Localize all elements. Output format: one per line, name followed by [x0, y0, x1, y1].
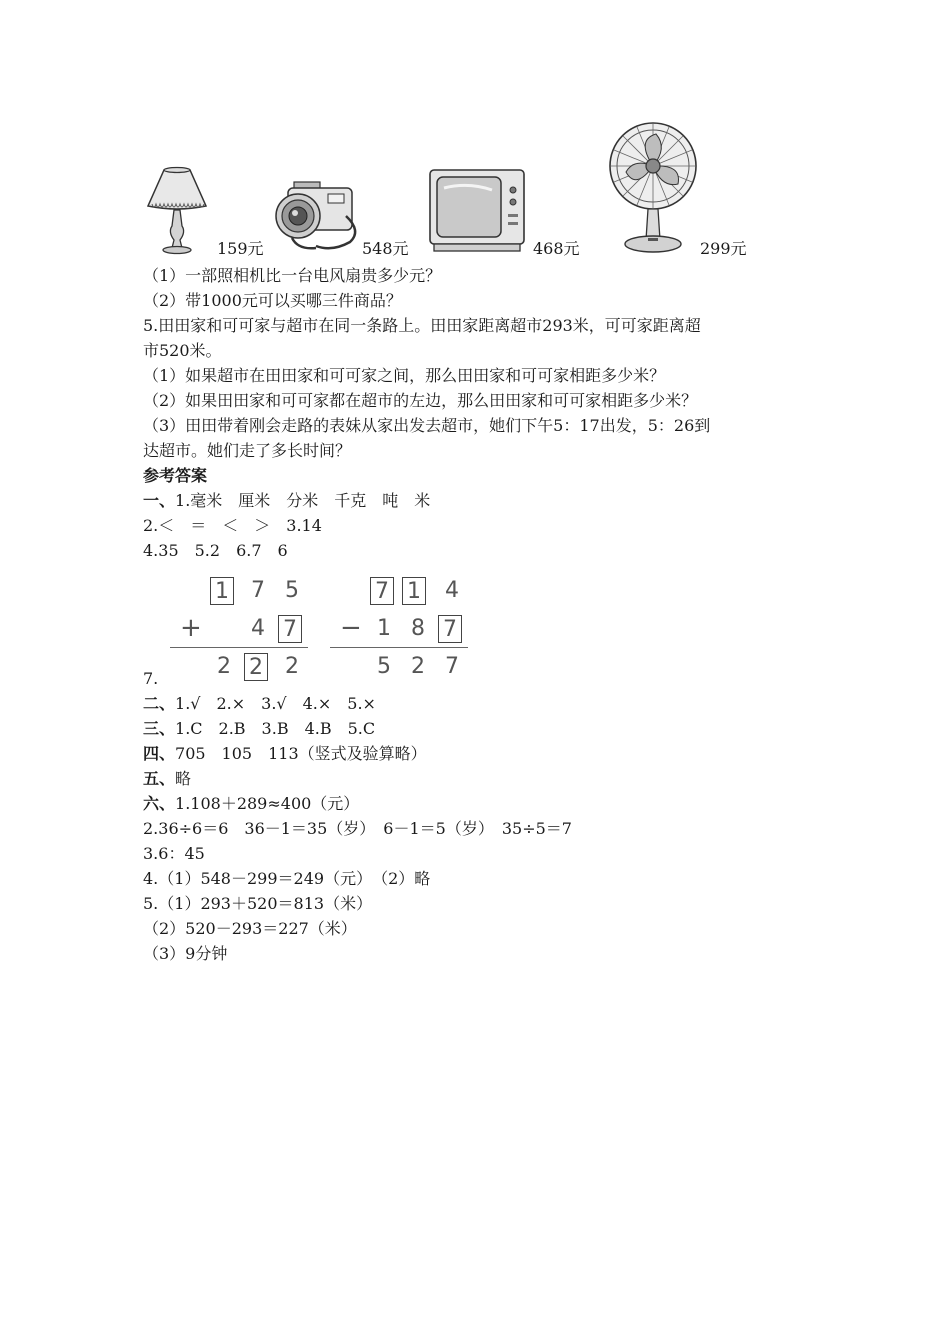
tv-icon: [428, 168, 526, 254]
addition-result-digit: 2: [217, 654, 231, 679]
part3-prefix: 三、: [143, 719, 176, 738]
q5-sub2: （2）如果田田家和可可家都在超市的左边，那么田田家和可可家相距多少米？: [143, 391, 698, 410]
q5-sub1: （1）如果超市在田田家和可可家之间，那么田田家和可可家相距多少米？: [143, 366, 666, 385]
part1-rest: 1.毫米 厘米 分米 千克 吨 米: [175, 491, 431, 510]
addition-top-digit: 1: [210, 577, 234, 605]
camera-icon: [272, 176, 364, 256]
answers-q7-label: 7.: [143, 669, 159, 688]
part5-prefix: 五、: [143, 769, 176, 788]
subtraction-top-digit: 7: [370, 577, 394, 605]
answers-part6-line3: 3.6：45: [143, 844, 205, 863]
q4-sub1: （1）一部照相机比一台电风扇贵多少元？: [143, 266, 442, 285]
subtraction-result-digit: 5: [377, 654, 391, 679]
part6-prefix: 六、: [143, 794, 176, 813]
part4-prefix: 四、: [143, 744, 176, 763]
subtraction-result-digit: 2: [411, 654, 425, 679]
answers-part4: [143, 741, 823, 766]
addition-result-digit: 2: [285, 654, 299, 679]
answers-part6-line2: 2.36÷6＝6 36－1＝35（岁） 6－1＝5（岁） 35÷5＝7: [143, 819, 572, 838]
fan-icon: [606, 120, 700, 256]
q4-sub2: （2）带1000元可以买哪三件商品？: [143, 291, 402, 310]
answers-part3: [143, 716, 823, 741]
tv-price: 468元: [533, 239, 580, 258]
answers-part6-line6: （2）520－293＝227（米）: [143, 919, 357, 938]
answers-part6-line4: 4.（1）548－299＝249（元） （2）略: [143, 869, 431, 888]
addition-middle-digit: 4: [251, 616, 265, 641]
subtraction-middle-digit: 7: [438, 615, 462, 643]
part4-rest: 705 105 113（竖式及验算略）: [175, 744, 427, 763]
addition-rule: [170, 647, 308, 648]
subtraction-top-digit: 1: [402, 577, 426, 605]
part1-prefix: 一、: [143, 491, 176, 510]
part6-rest: 1.108＋289≈400（元）: [175, 794, 360, 813]
answers-part6-line1: [143, 791, 823, 816]
q5-stem-line2: 市520米。: [143, 341, 222, 360]
answers-part6-line7: （3）9分钟: [143, 944, 228, 963]
lamp-icon: [142, 166, 212, 256]
part2-prefix: 二、: [143, 694, 176, 713]
part2-rest: 1.√ 2.× 3.√ 4.× 5.×: [175, 694, 376, 713]
addition-top-digit: 7: [251, 578, 265, 603]
subtraction-top-digit: 4: [445, 578, 459, 603]
part3-rest: 1.C 2.B 3.B 4.B 5.C: [175, 719, 376, 738]
part5-rest: 略: [175, 769, 192, 788]
questions-block: [143, 263, 823, 563]
subtraction-operator: −: [340, 613, 362, 643]
subtraction-middle-digit: 1: [377, 616, 391, 641]
answers-part6-line5: 5.（1）293＋520＝813（米）: [143, 894, 373, 913]
answers-part1-line2: 2.＜ ＝ ＜ ＞ 3.14: [143, 516, 322, 535]
q5-sub3-line2: 达超市。她们走了多长时间？: [143, 441, 352, 460]
answers-heading: 参考答案: [143, 466, 208, 485]
product-row: [140, 118, 780, 260]
lamp-price: 159元: [217, 239, 264, 258]
addition-result-digit: 2: [244, 653, 268, 681]
answers-part5: [143, 766, 823, 791]
answers-part1-line1: [143, 488, 823, 513]
subtraction-middle-digit: 8: [411, 616, 425, 641]
fan-price: 299元: [700, 239, 747, 258]
q5-sub3-line1: （3）田田带着刚会走路的表妹从家出发去超市，她们下午5：17出发，5：26到: [143, 416, 711, 435]
answers-block: [143, 666, 823, 966]
addition-operator: +: [180, 613, 202, 643]
q5-stem-line1: 5.田田家和可可家与超市在同一条路上。田田家距离超市293米，可可家距离超: [143, 316, 701, 335]
camera-price: 548元: [362, 239, 409, 258]
subtraction-rule: [330, 647, 468, 648]
addition-top-digit: 5: [285, 578, 299, 603]
answers-part1-line3: 4.35 5.2 6.7 6: [143, 541, 288, 560]
answers-part2: [143, 691, 823, 716]
addition-middle-digit: 7: [278, 615, 302, 643]
subtraction-result-digit: 7: [445, 654, 459, 679]
